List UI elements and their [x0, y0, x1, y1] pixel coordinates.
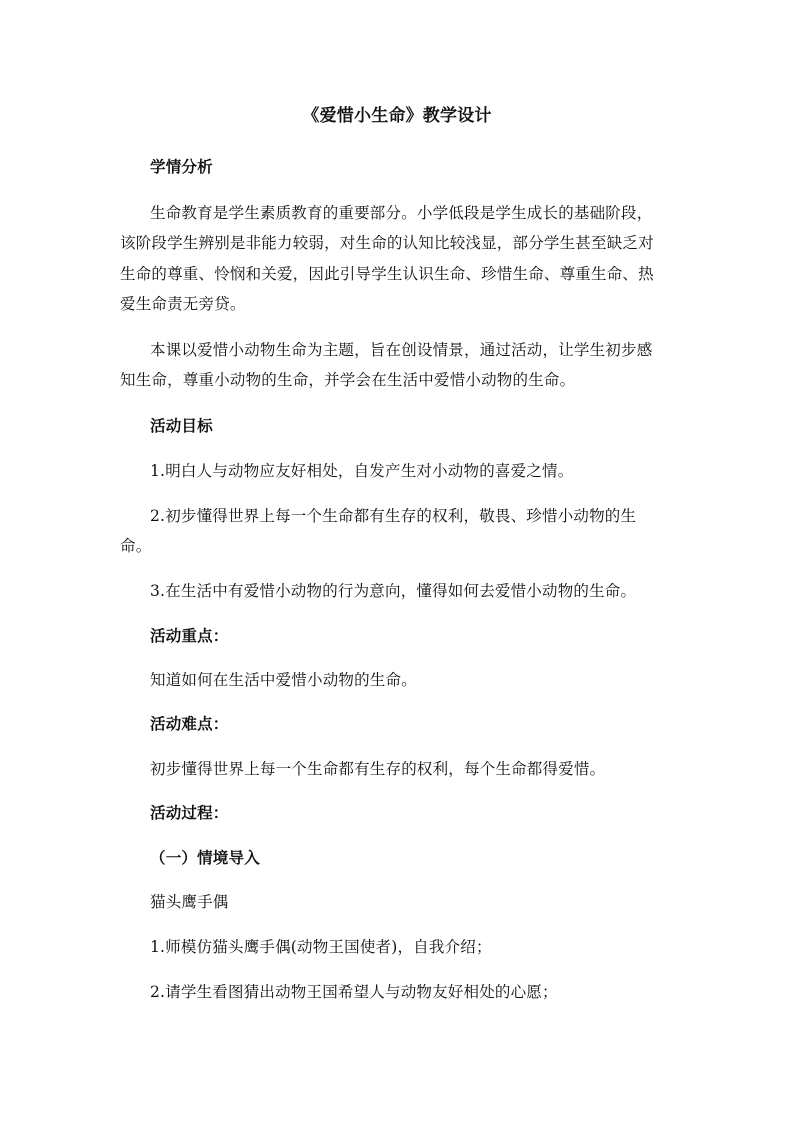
difficulty-heading: 活动难点： [150, 714, 229, 733]
analysis-heading: 学情分析 [150, 157, 213, 176]
analysis-paragraph-2-line-2: 知生命，尊重小动物的生命，并学会在生活中爱惜小动物的生命。 [120, 371, 576, 389]
document-title: 《爱惜小生命》教学设计 [302, 106, 492, 126]
analysis-paragraph-1-line-4: 爱生命责无旁贷。 [120, 295, 246, 313]
goal-2-line-1: 2.初步懂得世界上每一个生命都有生存的权利，敬畏、珍惜小动物的生 [150, 507, 637, 525]
process-step-1: 1.师模仿猫头鹰手偶(动物王国使者)，自我介绍； [150, 938, 492, 956]
goal-1: 1.明白人与动物应友好相处，自发产生对小动物的喜爱之情。 [150, 462, 574, 480]
goal-2-line-2: 命。 [120, 537, 152, 555]
goals-heading: 活动目标 [150, 416, 213, 435]
process-heading: 活动过程： [150, 803, 229, 822]
process-item: 猫头鹰手偶 [150, 893, 229, 911]
key-point-heading: 活动重点： [150, 626, 229, 645]
key-point-text: 知道如何在生活中爱惜小动物的生命。 [150, 671, 417, 689]
analysis-paragraph-2-line-1: 本课以爱惜小动物生命为主题，旨在创设情景，通过活动，让学生初步感 [150, 341, 653, 359]
analysis-paragraph-1-line-3: 生命的尊重、怜悯和关爱，因此引导学生认识生命、珍惜生命、尊重生命、热 [120, 265, 654, 283]
process-step-2: 2.请学生看图猜出动物王国希望人与动物友好相处的心愿； [150, 983, 558, 1001]
difficulty-text: 初步懂得世界上每一个生命都有生存的权利，每个生命都得爱惜。 [150, 760, 606, 778]
goal-3: 3.在生活中有爱惜小动物的行为意向，懂得如何去爱惜小动物的生命。 [150, 582, 637, 600]
analysis-paragraph-1-line-2: 该阶段学生辨别是非能力较弱，对生命的认知比较浅显，部分学生甚至缺乏对 [120, 234, 654, 252]
analysis-paragraph-1-line-1: 生命教育是学生素质教育的重要部分。小学低段是学生成长的基础阶段， [150, 204, 653, 222]
process-subheading-1: （一）情境导入 [150, 848, 260, 867]
